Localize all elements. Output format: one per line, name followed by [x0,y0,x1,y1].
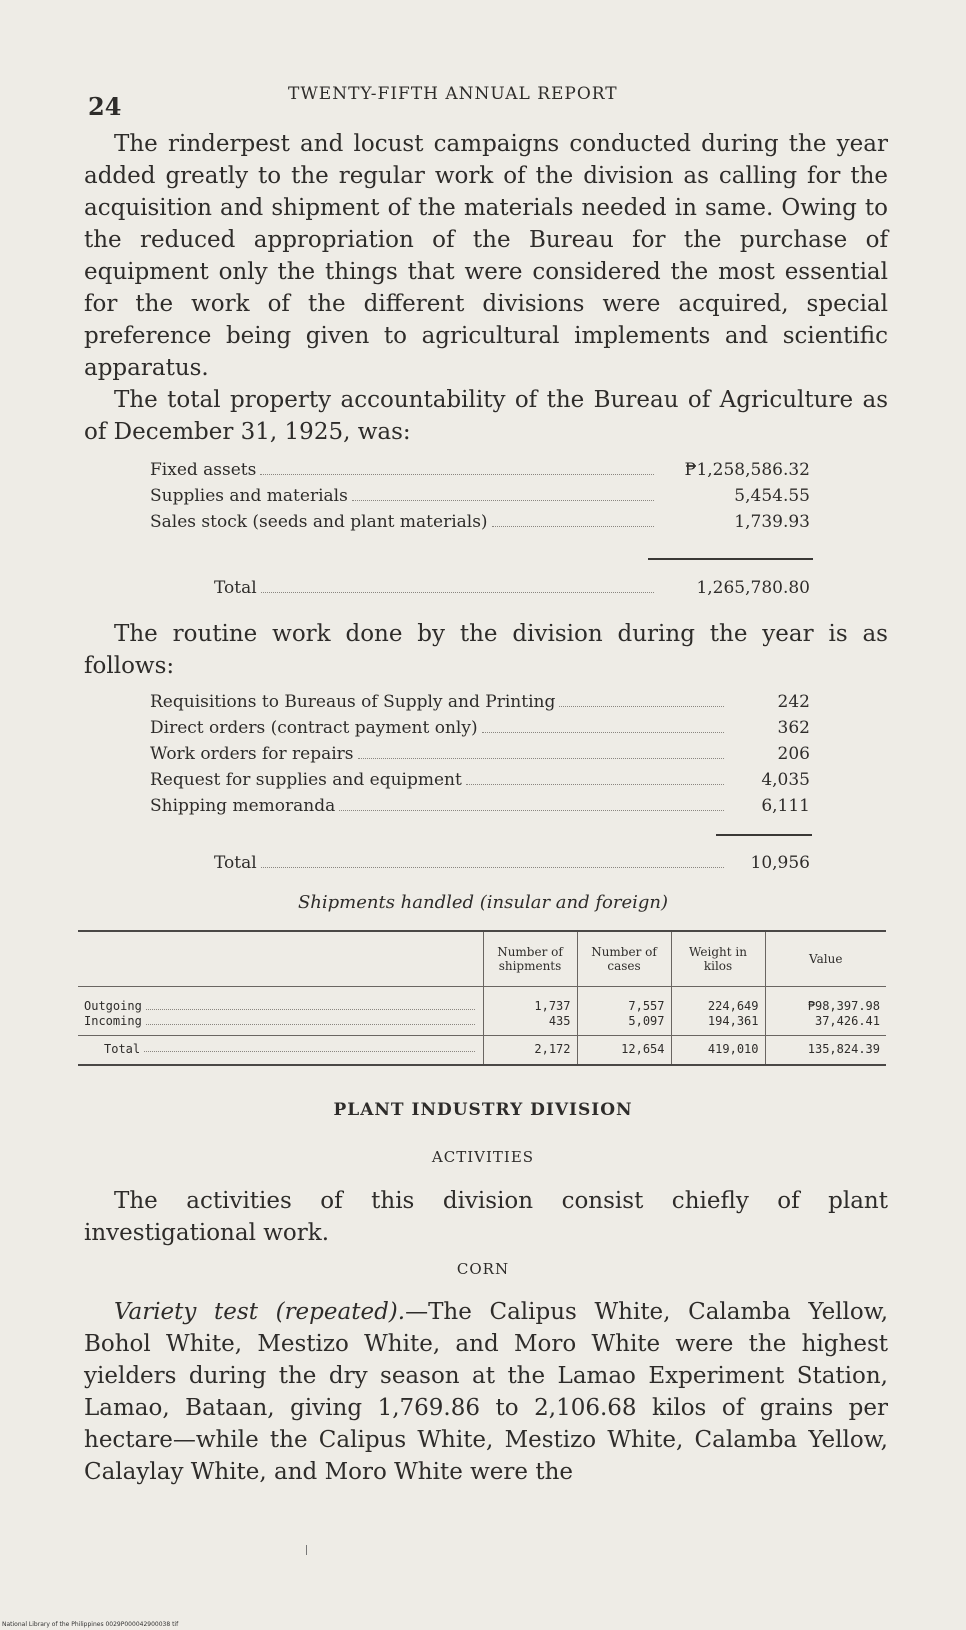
routine-list [150,692,810,822]
table-cell: 37,426.41 [814,1014,880,1028]
total-label: Total [214,853,257,873]
table-cell: 12,654 [577,1036,671,1066]
page-number: 24 [88,92,122,121]
section-heading: PLANT INDUSTRY DIVISION [333,1100,633,1120]
table-row-label: Total [84,1042,477,1056]
property-total-row [150,578,810,604]
table-total-row [78,1036,886,1066]
table-cell: ₱98,397.98 [807,999,880,1013]
page-speck [306,1545,307,1555]
column-header: Value [765,931,886,987]
table-cell: 5,097 [628,1014,665,1028]
table-header-row [78,931,886,987]
property-row: Sales stock (seeds and plant materials) 1,739.93 [150,512,810,532]
table-cell: 194,361 [707,1014,759,1028]
routine-total-rule [716,834,812,836]
property-total-rule [648,558,813,560]
corn-heading: CORN [456,1260,510,1278]
routine-row: Request for supplies and equipment 4,035 [150,770,810,790]
table-row-label: Incoming [84,1014,477,1029]
column-header: Number of shipments [483,931,577,987]
subsection-heading: ACTIVITIES [431,1148,535,1166]
property-row: Fixed assets ₱1,258,586.32 [150,460,810,480]
routine-total-row [150,853,810,879]
scan-footer: National Library of the Philippines 0029P000042900038 tif [2,1621,179,1628]
column-header: Weight in kilos [671,931,765,987]
column-header: Number of cases [577,931,671,987]
page-header [88,78,886,121]
accountability-paragraph: The total property accountability of the Bureau of Agriculture as of December 31, 1925, was: [84,387,888,445]
shipments-table [78,930,886,1066]
table-cell: 1,737 [534,999,571,1013]
property-list [150,460,810,538]
activities-paragraph: The activities of this division consist chiefly of plant investigational work. [84,1188,888,1246]
intro-paragraph: The rinderpest and locust campaigns conducted during the year added greatly to the regular work of the division as calling for the acquisition and shipment of the materials needed in same. Owing to the reduced appropriation of the Bureau for the purchase of equipment only the things that were considered the most essential for the work of the different divisions were acquired, special preference being given to agricultural implements and scientific apparatus. [84,131,888,381]
total-label: Total [214,578,257,598]
property-row: Supplies and materials 5,454.55 [150,486,810,506]
total-value: 10,956 [750,853,810,873]
table-cell: 2,172 [483,1036,577,1066]
table-header-blank [78,931,483,987]
routine-paragraph: The routine work done by the division during the year is as follows: [84,621,888,679]
routine-row: Work orders for repairs 206 [150,744,810,764]
table-body-rows [78,987,886,1036]
total-value: 1,265,780.80 [696,578,810,598]
table-row-label: Outgoing [84,999,477,1014]
table-cell: 7,557 [628,999,665,1013]
table-cell: 135,824.39 [765,1036,886,1066]
shipments-caption: Shipments handled (insular and foreign) [297,892,669,913]
table-cell: 419,010 [671,1036,765,1066]
table-cell: 435 [548,1014,571,1028]
variety-test-paragraph: Variety test (repeated).—The Calipus White, Calamba Yellow, Bohol White, Mestizo White, and Moro White were the highest yielders during the dry season at the Lamao Experiment Station, Lamao, Bataan, giving 1,769.86 to 2,106.68 kilos of grains per hectare—while the Calipus White, Mestizo White, Calamba Yellow, Calaylay White, and Moro White were the [84,1299,889,1485]
routine-row: Direct orders (contract payment only) 362 [150,718,810,738]
running-title: TWENTY-FIFTH ANNUAL REPORT [288,84,618,104]
routine-row: Requisitions to Bureaus of Supply and Printing 242 [150,692,810,712]
variety-test-lead: Variety test (repeated). [114,1299,406,1325]
table-cell: 224,649 [707,999,759,1013]
routine-row: Shipping memoranda 6,111 [150,796,810,816]
